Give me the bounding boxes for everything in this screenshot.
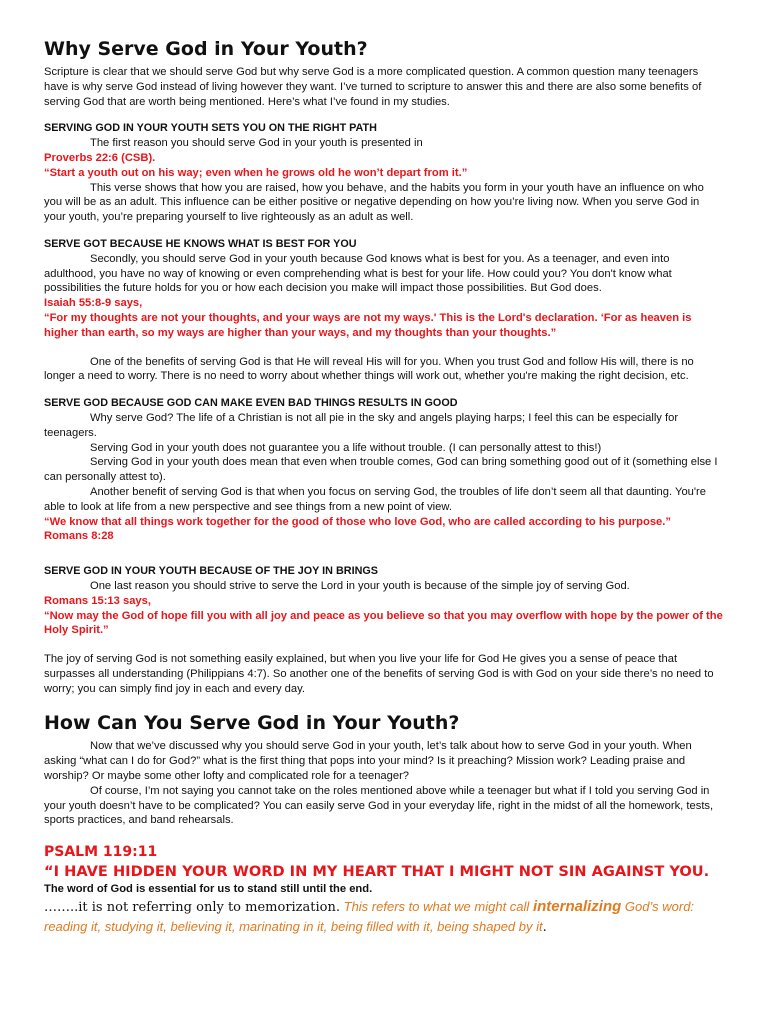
internalizing-intro: This refers to what we might call [343,899,530,915]
how-paragraph-1: Now that we’ve discussed why you should serve God in your youth, let’s talk about how to serve God in your youth. When asking “what can I do for God?” what is the first thing that pops into your mind? Is it preaching? Mission work? Leading praise and worship? Or maybe some other lofty and complicated role for a teenager? [44,740,692,783]
internalizing-word: internalizing [532,898,622,916]
psalm-quote: “I HAVE HIDDEN YOUR WORD IN MY HEART THAT I MIGHT NOT SIN AGAINST YOU. [44,863,710,881]
bad-things-p1: Why serve God? The life of a Christian is not all pie in the sky and angels playing harps; I feel this can be especially for teenagers. [44,411,679,439]
intro-paragraph: Scripture is clear that we should serve God but why serve God is a more complicated question. A common question many teenagers have is why serve God instead of living however they want. I’ve turned to scripture to answer this and there are also some benefits of serving God that are worth being mentioned. Here’s what I’ve found in my studies. [44,66,702,108]
romans-15-quote: “Now may the God of hope fill you with all joy and peace as you believe so that you may overflow with hope by the power of the Holy Spirit.” [44,609,723,637]
heading-bad-things-good: SERVE GOD BECAUSE GOD CAN MAKE EVEN BAD THINGS RESULTS IN GOOD [44,397,458,410]
right-path-lead: The first reason you should serve God in your youth is presented in [90,137,423,150]
internalizing-detail: God’s word: reading it, studying it, believing it, marinating in it, being filled with it, being shaped by it [44,899,695,935]
joy-body: The joy of serving God is not something easily explained, but when you live your life for God He gives you a sense of peace that surpasses all understanding (Philippians 4:7). So another one of the benefits of serving God is with God on your side there’s no need to worry; you can simply find joy in each and every day. [44,653,714,695]
right-path-body: This verse shows that how you are raised, how you behave, and the habits you form in your youth have an influence on who you will be as an adult. This influence can be either positive or negative depending on how you’re living now. When you serve God in your youth, you’re preparing yourself to live righteously as an adult as well. [44,181,704,224]
proverbs-reference: Proverbs 22:6 (CSB). [44,151,156,164]
romans-8-quote: “We know that all things work together for the good of those who love God, who are called according to his purpose.” [44,515,671,528]
bad-things-p2: Serving God in your youth does not guarantee you a life without trouble. (I can personally attest to this!) [90,441,602,454]
bad-things-p3: Serving God in your youth does mean that even when trouble comes, God can bring something good out of it (something else I can personally attest to). [44,456,718,484]
bad-things-p4: Another benefit of serving God is that when you focus on serving God, the troubles of life don’t seem all that daunting. You're able to look at life from a new perspective and see things from a new point of view. [44,485,706,513]
section-title-how: How Can You Serve God in Your Youth? [44,712,460,735]
proverbs-quote: “Start a youth out on his way; even when he grows old he won’t depart from it.” [44,166,468,179]
heading-knows-best: SERVE GOT BECAUSE HE KNOWS WHAT IS BEST FOR YOU [44,237,357,250]
knows-best-after: One of the benefits of serving God is that He will reveal His will for you. When you trust God and follow His will, there is no longer a need to worry. There is no need to worry about whether things will work out, whether you're making the right decision, etc. [44,355,694,383]
joy-lead: One last reason you should strive to serve the Lord in your youth is because of the simple joy of serving God. [90,579,630,592]
heading-joy: SERVE GOD IN YOUR YOUTH BECAUSE OF THE JOY IN BRINGS [44,565,378,578]
isaiah-reference: Isaiah 55:8-9 says, [44,297,143,310]
isaiah-quote: “For my thoughts are not your thoughts, and your ways are not my ways.' This is the Lord's declaration. ‘For as heaven is higher than earth, so my ways are higher than your ways, and my thoughts than your thoughts.” [44,311,692,339]
how-paragraph-2: Of course, I’m not saying you cannot take on the roles mentioned above while a teenager but what if I told you serving God in your youth doesn’t have to be complicated? You can easily serve God in your everyday life, right in the midst of all the homework, tests, sports practices, and band rehearsals. [44,784,714,827]
romans-15-reference: Romans 15:13 says, [44,594,151,607]
section-title-why: Why Serve God in Your Youth? [44,38,368,60]
romans-8-reference: Romans 8:28 [44,530,114,543]
internalizing-paragraph [44,897,724,937]
knows-best-body: Secondly, you should serve God in your youth because God knows what is best for you. As a teenager, and even into adulthood, you have no way of knowing or even comprehending what is best for your life. How could you? You don't know what possibilities the future holds for you or how each decision you make will impact those possibilities. But God does. [44,252,672,295]
psalm-note: The word of God is essential for us to stand still until the end. [44,883,373,896]
psalm-reference: PSALM 119:11 [44,844,158,861]
final-period: . [542,920,547,936]
memorization-text: ……..it is not referring only to memorization. [44,900,340,916]
heading-right-path: SERVING GOD IN YOUR YOUTH SETS YOU ON THE RIGHT PATH [44,122,377,135]
